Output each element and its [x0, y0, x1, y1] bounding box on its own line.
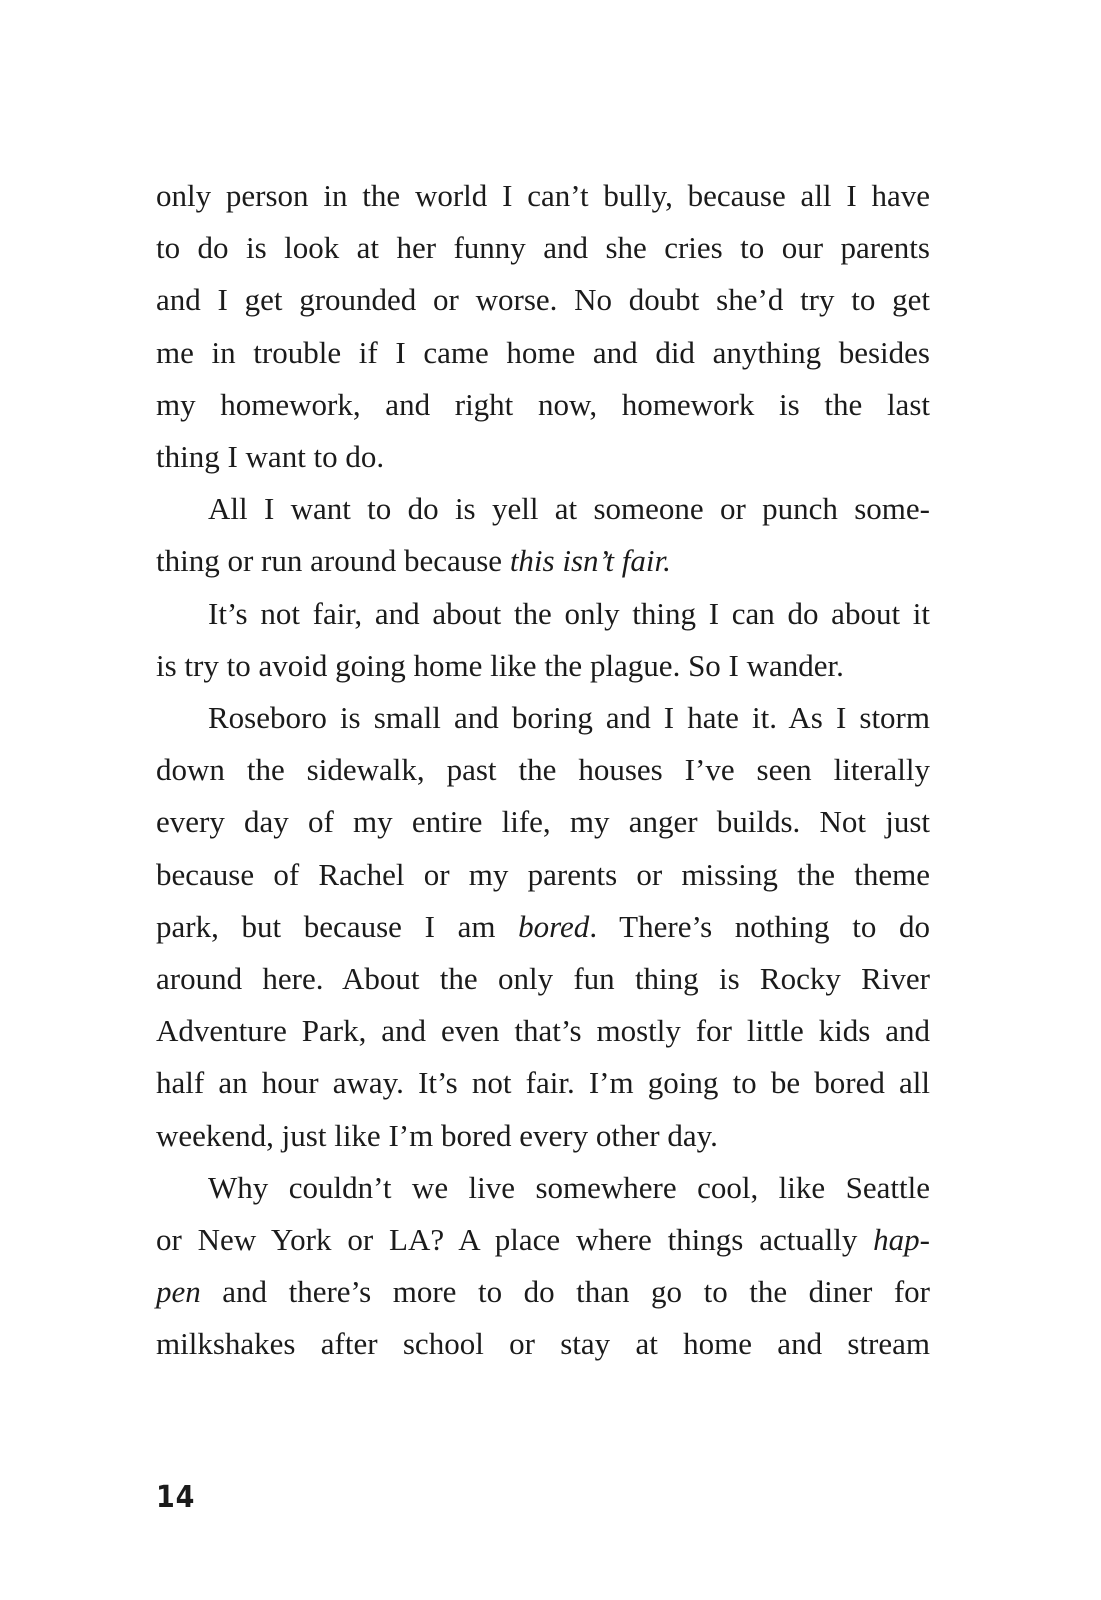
paragraph-2-line-1: All I want to do is yell at someone or punch some-	[208, 491, 930, 527]
paragraph-4-line-6: around here. About the only fun thing is Rocky River	[156, 961, 930, 997]
paragraph-4-text-b: . There’s nothing to do	[589, 908, 930, 944]
paragraph-1-line-5: my homework, and right now, homework is the last	[156, 386, 930, 422]
paragraph-5-emphasis-a: hap-	[873, 1222, 930, 1258]
paragraph-4-line-8: half an hour away. It’s not fair. I’m going to be bored all	[156, 1065, 930, 1101]
paragraph-4-line-2: down the sidewalk, past the houses I’ve seen literally	[156, 752, 930, 788]
paragraph-1-line-4: me in trouble if I came home and did anything besides	[156, 334, 930, 370]
paragraph-4-emphasis: bored	[518, 908, 590, 944]
paragraph-4-line-1: Roseboro is small and boring and I hate it. As I storm	[208, 700, 930, 736]
paragraph-5-line-3	[156, 1266, 930, 1318]
paragraph-4-line-3: every day of my entire life, my anger builds. Not just	[156, 804, 930, 840]
body-text	[156, 170, 930, 1371]
paragraph-5-line-4: milkshakes after school or stay at home and stream	[156, 1326, 930, 1362]
paragraph-5-text-a: or New York or LA? A place where things actually	[156, 1222, 874, 1258]
paragraph-1-line-6: thing I want to do.	[156, 439, 385, 475]
paragraph-1-line-2: to do is look at her funny and she cries to our parents	[156, 230, 930, 266]
paragraph-1-line-1: only person in the world I can’t bully, because all I have	[156, 178, 930, 213]
paragraph-2-text: thing or run around because	[156, 543, 510, 579]
paragraph-5-text-b: and there’s more to do than go to the diner for	[200, 1274, 930, 1310]
paragraph-3-line-1: It’s not fair, and about the only thing I can do about it	[208, 595, 930, 631]
paragraph-2-line-2	[156, 535, 930, 587]
paragraph-4-text-a: park, but because I am	[156, 908, 519, 944]
paragraph-4-line-5	[156, 901, 930, 953]
paragraph-4-line-9: weekend, just like I’m bored every other day.	[156, 1117, 718, 1153]
paragraph-1-line-3: and I get grounded or worse. No doubt she’d try to get	[156, 282, 930, 318]
paragraph-4-line-4: because of Rachel or my parents or missing the theme	[156, 856, 930, 892]
paragraph-5-emphasis-b: pen	[156, 1274, 201, 1310]
paragraph-5-line-2	[156, 1214, 930, 1266]
paragraph-2-emphasis: this isn’t fair.	[509, 543, 671, 579]
paragraph-4-line-7: Adventure Park, and even that’s mostly for little kids and	[156, 1013, 930, 1049]
paragraph-5-line-1: Why couldn’t we live somewhere cool, like Seattle	[208, 1169, 930, 1205]
page-number: 14	[156, 1480, 196, 1515]
paragraph-3-line-2: is try to avoid going home like the plague. So I wander.	[156, 647, 844, 683]
